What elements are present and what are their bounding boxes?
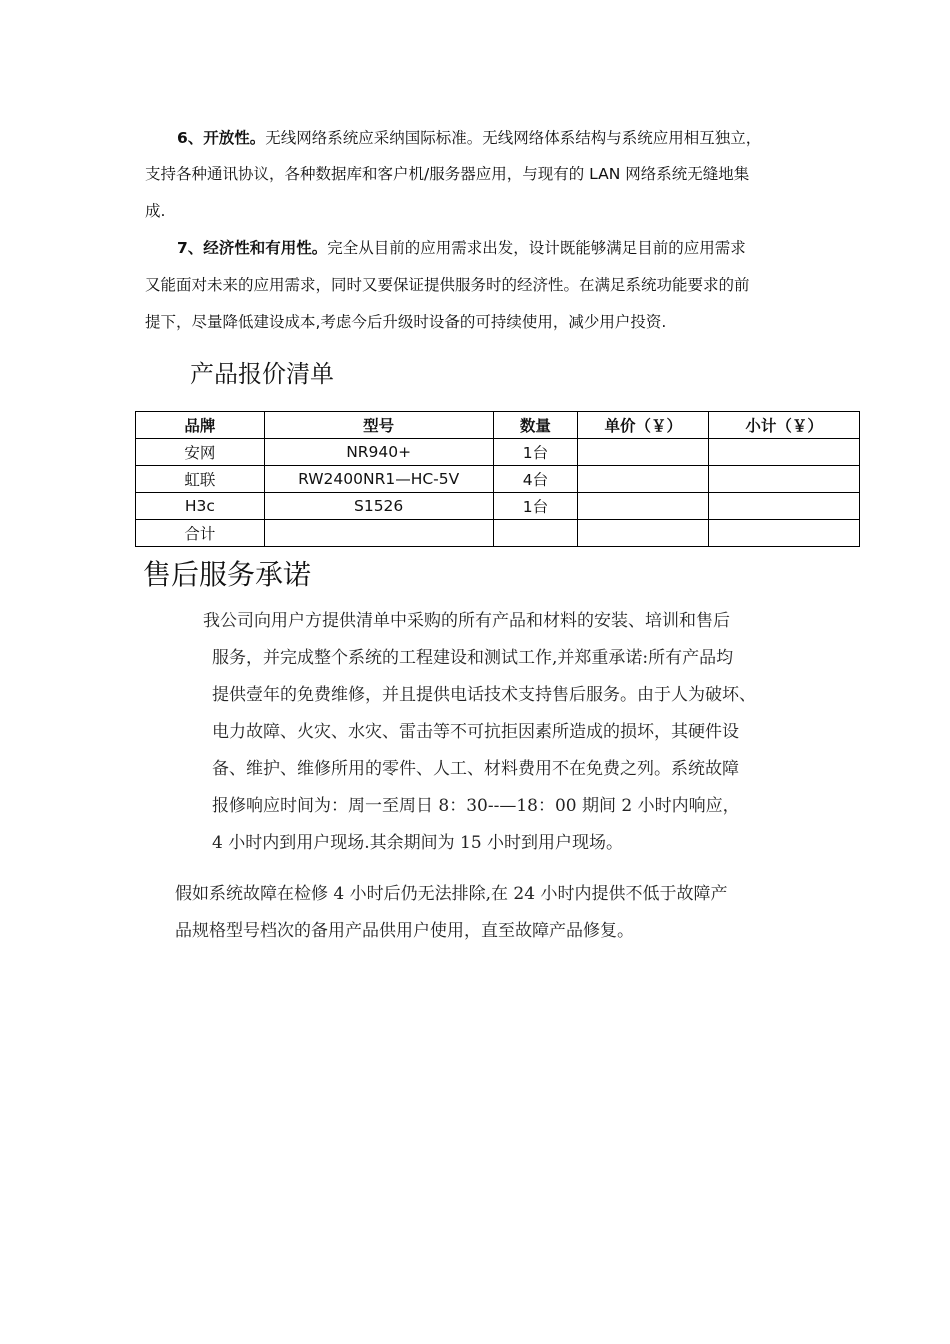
cell-model: NR940+: [264, 439, 493, 466]
service-line-7: 4 小时内到用户现场.其余期间为 15 小时到用户现场。: [212, 833, 624, 853]
section7-lead: 7、经济性和有用性。: [177, 239, 328, 257]
section6-line2: 支持各种通讯协议，各种数据库和客户机/服务器应用，与现有的 LAN 网络系统无缝地集: [145, 165, 750, 183]
section6-line3: 成.: [145, 202, 166, 220]
service-line-1: 我公司向用户方提供清单中采购的所有产品和材料的安装、培训和售后: [203, 611, 730, 631]
cell-quantity: 1台: [493, 439, 578, 466]
cell-empty: [578, 520, 709, 547]
cell-brand: 安网: [136, 439, 265, 466]
service-line-6: 报修响应时间为：周一至周日 8：30--—18：00 期间 2 小时内响应，: [212, 796, 740, 816]
service-line-4: 电力故障、火灾、水灾、雷击等不可抗拒因素所造成的损坏，其硬件设: [212, 722, 739, 742]
section7-line2: 又能面对未来的应用需求，同时又要保证提供服务时的经济性。在满足系统功能要求的前: [145, 276, 750, 294]
cell-model: S1526: [264, 493, 493, 520]
closing-line-2: 品规格型号档次的备用产品供用户使用，直至故障产品修复。: [175, 921, 634, 941]
service-line-5: 备、维护、维修所用的零件、人工、材料费用不在免费之列。系统故障: [212, 759, 739, 779]
cell-brand: 虹联: [136, 466, 265, 493]
header-quantity: 数量: [493, 412, 578, 439]
table-row: [136, 466, 860, 493]
cell-subtotal: [709, 439, 860, 466]
section6-body: 无线网络系统应采纳国际标准。无线网络体系结构与系统应用相互独立，: [265, 129, 762, 147]
header-model: 型号: [264, 412, 493, 439]
cell-brand: H3c: [136, 493, 265, 520]
section6-lead: 6、开放性。: [177, 129, 266, 147]
header-brand: 品牌: [136, 412, 265, 439]
section7-body: 完全从目前的应用需求出发，设计既能够满足目前的应用需求: [327, 239, 746, 257]
quote-list-title: 产品报价清单: [190, 360, 334, 388]
service-line-3: 提供壹年的免费维修，并且提供电话技术支持售后服务。由于人为破坏、: [212, 685, 756, 705]
cell-total-label: 合计: [136, 520, 265, 547]
section7-line1: [145, 231, 815, 266]
table-total-row: [136, 520, 860, 547]
closing-line-1: 假如系统故障在检修 4 小时后仍无法排除,在 24 小时内提供不低于故障产: [175, 884, 728, 904]
cell-empty: [493, 520, 578, 547]
cell-unit-price: [578, 439, 709, 466]
quote-table: [135, 411, 860, 547]
cell-subtotal: [709, 466, 860, 493]
section6-line1: [145, 121, 815, 156]
cell-empty: [709, 520, 860, 547]
service-line-2: 服务，并完成整个系统的工程建设和测试工作,并郑重承诺:所有产品均: [212, 648, 734, 668]
cell-empty: [264, 520, 493, 547]
header-unit-price: 单价（￥）: [578, 412, 709, 439]
table-row: [136, 439, 860, 466]
cell-unit-price: [578, 493, 709, 520]
section7-line3: 提下，尽量降低建设成本,考虑今后升级时设备的可持续使用，减少用户投资.: [145, 313, 667, 331]
table-header-row: [136, 412, 860, 439]
cell-quantity: 1台: [493, 493, 578, 520]
cell-quantity: 4台: [493, 466, 578, 493]
cell-subtotal: [709, 493, 860, 520]
cell-model: RW2400NR1—HC-5V: [264, 466, 493, 493]
header-subtotal: 小计（￥）: [709, 412, 860, 439]
cell-unit-price: [578, 466, 709, 493]
after-sales-title: 售后服务承诺: [143, 558, 312, 591]
table-row: [136, 493, 860, 520]
